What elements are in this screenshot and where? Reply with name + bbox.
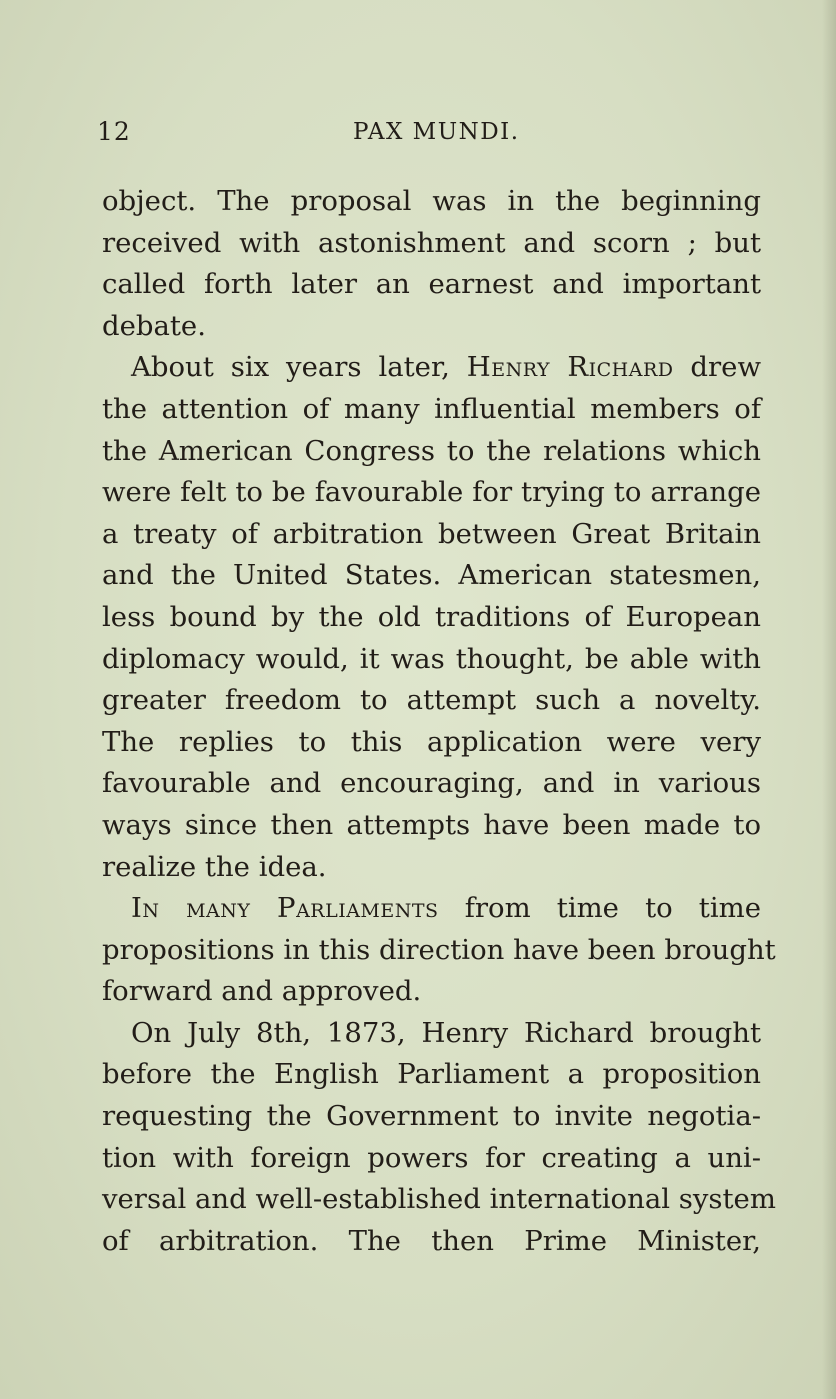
text-line: and the United States. American statesmen, bbox=[102, 559, 761, 592]
text-line: of arbitration. The then Prime Minister, bbox=[102, 1224, 761, 1257]
running-head: PAX MUNDI. bbox=[353, 119, 520, 145]
text-line: realize the idea. bbox=[102, 850, 327, 883]
text-line: favourable and encouraging, and in various bbox=[102, 767, 761, 800]
text-line: object. The proposal was in the beginning bbox=[102, 185, 761, 217]
text-line-tail: drew bbox=[673, 351, 761, 384]
text-line: forward and approved. bbox=[102, 975, 422, 1008]
text-line: less bound by the old traditions of European bbox=[102, 600, 761, 633]
body-text bbox=[102, 181, 776, 1262]
text-line: tion with foreign powers for creating a uni- bbox=[102, 1141, 761, 1174]
text-line: The replies to this application were very bbox=[102, 725, 761, 758]
text-line: the American Congress to the relations which bbox=[102, 434, 761, 467]
text-line: before the English Parliament a proposition bbox=[102, 1058, 761, 1091]
text-line: debate. bbox=[102, 309, 206, 342]
small-caps-name: Henry Richard bbox=[466, 351, 674, 384]
page-header bbox=[0, 117, 836, 153]
text-line: propositions in this direction have been brought bbox=[102, 933, 776, 966]
small-caps-heading: In many Parliaments bbox=[131, 892, 439, 925]
text-line: ways since then attempts have been made to bbox=[102, 808, 761, 841]
text-line: called forth later an earnest and important bbox=[102, 268, 761, 301]
text-line: a treaty of arbitration between Great Britain bbox=[102, 517, 761, 550]
text-line: requesting the Government to invite negotia- bbox=[102, 1100, 761, 1133]
page-number: 12 bbox=[97, 117, 131, 146]
text-line: greater freedom to attempt such a novelty. bbox=[102, 684, 761, 717]
text-line bbox=[102, 888, 761, 930]
text-line: On July 8th, 1873, Henry Richard brought bbox=[131, 1016, 761, 1049]
text-line bbox=[102, 347, 761, 389]
text-line-lead: About six years later, bbox=[131, 351, 467, 384]
page-edge-shadow bbox=[822, 0, 836, 1399]
text-line: the attention of many influential members of bbox=[102, 392, 761, 425]
text-line: received with astonishment and scorn ; but bbox=[102, 226, 761, 259]
text-line-tail: from time to time bbox=[438, 892, 761, 925]
text-line: were felt to be favourable for trying to arrange bbox=[102, 476, 761, 509]
text-line: versal and well-established international system bbox=[102, 1183, 776, 1216]
text-line: diplomacy would, it was thought, be able with bbox=[102, 642, 761, 675]
